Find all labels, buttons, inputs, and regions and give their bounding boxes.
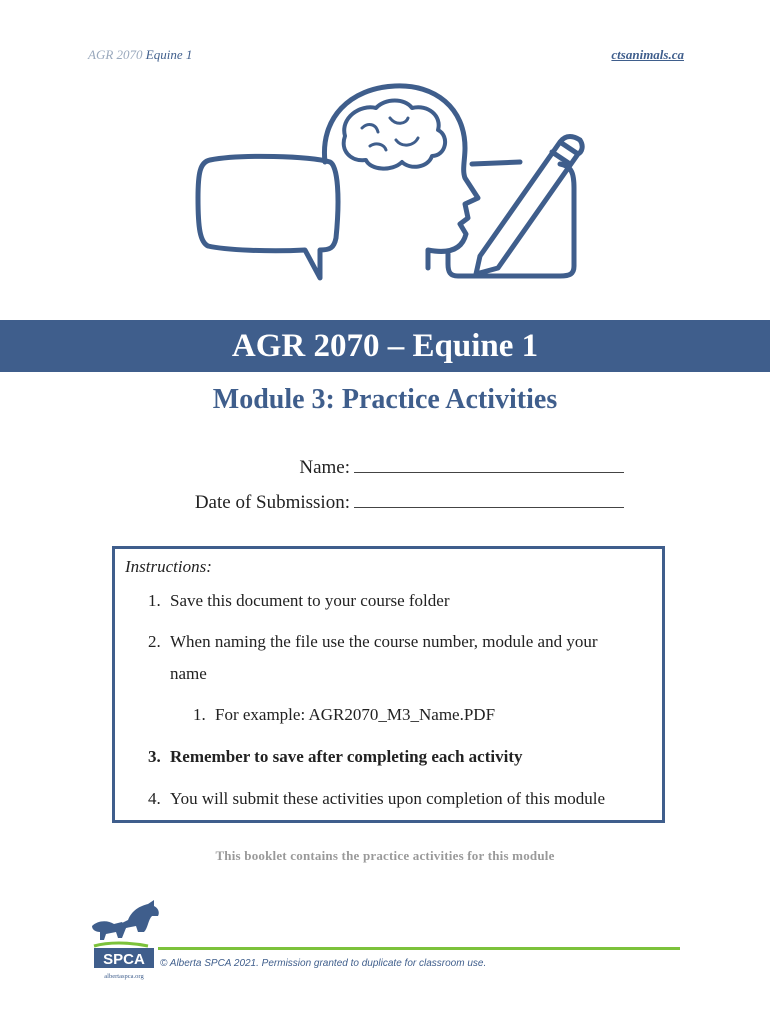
instruction-item: 2. When naming the file use the course number, module and your	[148, 632, 598, 651]
brain-icon	[344, 101, 445, 169]
instructions-box	[112, 546, 665, 823]
head-icon	[324, 86, 478, 268]
instruction-item: 4. You will submit these activities upon completion of this module	[148, 789, 606, 808]
head-speech-pencil-illustration	[180, 78, 600, 288]
header-course-title: Equine 1	[145, 47, 193, 62]
name-input-line[interactable]	[354, 454, 624, 473]
instruction-subitem: 1. For example: AGR2070_M3_Name.PDF	[193, 705, 496, 724]
date-label: Date of Submission:	[194, 492, 350, 513]
booklet-note: This booklet contains the practice activities for this module	[215, 848, 555, 863]
instruction-item: 3. Remember to save after completing each activity	[148, 747, 523, 766]
name-field-row	[299, 454, 624, 479]
footer-divider	[158, 947, 680, 950]
instruction-item: 1. Save this document to your course folder	[148, 591, 450, 610]
alberta-spca-logo	[88, 898, 162, 980]
dog-icon	[92, 921, 126, 940]
copyright-notice: © Alberta SPCA 2021. Permission granted to duplicate for classroom use.	[160, 958, 487, 969]
module-title: Module 3: Practice Activities	[212, 384, 558, 415]
speech-bubble-icon	[198, 156, 338, 278]
logo-url: albertaspca.org	[104, 973, 144, 980]
logo-text: SPCA	[103, 951, 145, 968]
pencil-icon	[476, 137, 582, 275]
instruction-item-continuation: name	[170, 664, 207, 683]
header-code: AGR 2070	[88, 47, 143, 62]
title-banner	[0, 320, 770, 372]
banner-title: AGR 2070 – Equine 1	[231, 327, 539, 364]
header-course-code	[88, 47, 192, 63]
header-website-link[interactable]: ctsanimals.ca	[611, 47, 684, 62]
date-input-line[interactable]	[354, 489, 624, 508]
date-field-row	[195, 489, 624, 514]
instructions-heading: Instructions:	[125, 557, 212, 576]
name-label: Name:	[299, 457, 350, 478]
